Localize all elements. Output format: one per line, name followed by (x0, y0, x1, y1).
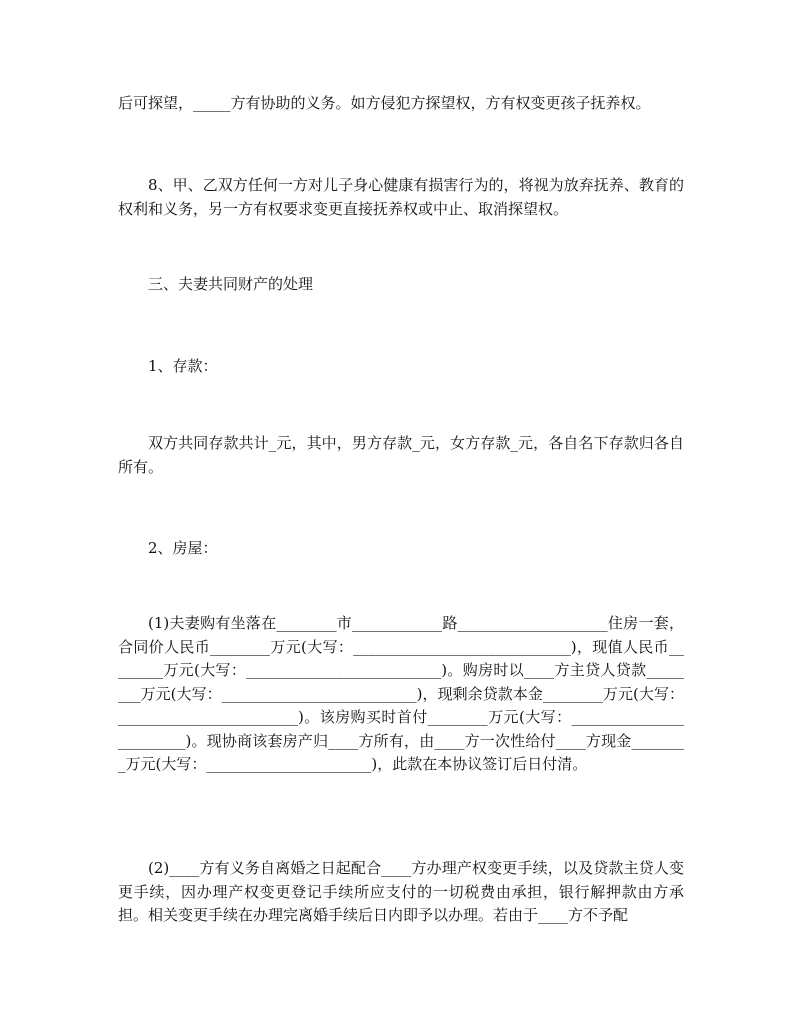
paragraph-deposits: 双方共同存款共计_元，其中，男方存款_元，女方存款_元，各自名下存款归各自所有。 (118, 434, 684, 476)
paragraph-clause-8: 8、甲、乙双方任何一方对儿子身心健康有损害行为的，将视为放弃抚养、教育的权利和义务，另一方有权要求变更直接抚养权或中止、取消探望权。 (118, 176, 684, 218)
subheading-deposits: 1、存款： (148, 357, 218, 375)
paragraph-visitation-assist: 后可探望，_____方有协助的义务。如方侵犯方探望权，方有权变更孩子抚养权。 (118, 94, 651, 112)
section-heading-joint-property: 三、夫妻共同财产的处理 (148, 275, 314, 293)
paragraph-housing-1: (1)夫妻购有坐落在________市____________路____________________住房一套，合同价人民币________万元(大写：_____________________________)，现值人民币________万元(大写：__________________________)。购房时以____方主贷人贷款________万元(大写：__________________________)，现剩余贷款本金________万元(大写：________________________)。该房购买时首付________万元(大写：________________________)。现协商该套房产归____方所有，由____方一次性给付____方现金________万元(大写：______________________)，此款在本协议签订后日付清。 (118, 614, 684, 773)
paragraph-housing-2: (2)____方有义务自离婚之日起配合____方办理产权变更手续，以及贷款主贷人变更手续，因办理产权变更登记手续所应支付的一切税费由承担，银行解押款由方承担。相关变更手续在办理完离婚手续后日内即予以办理。若由于____方不予配 (118, 859, 684, 924)
subheading-housing: 2、房屋： (148, 539, 218, 557)
